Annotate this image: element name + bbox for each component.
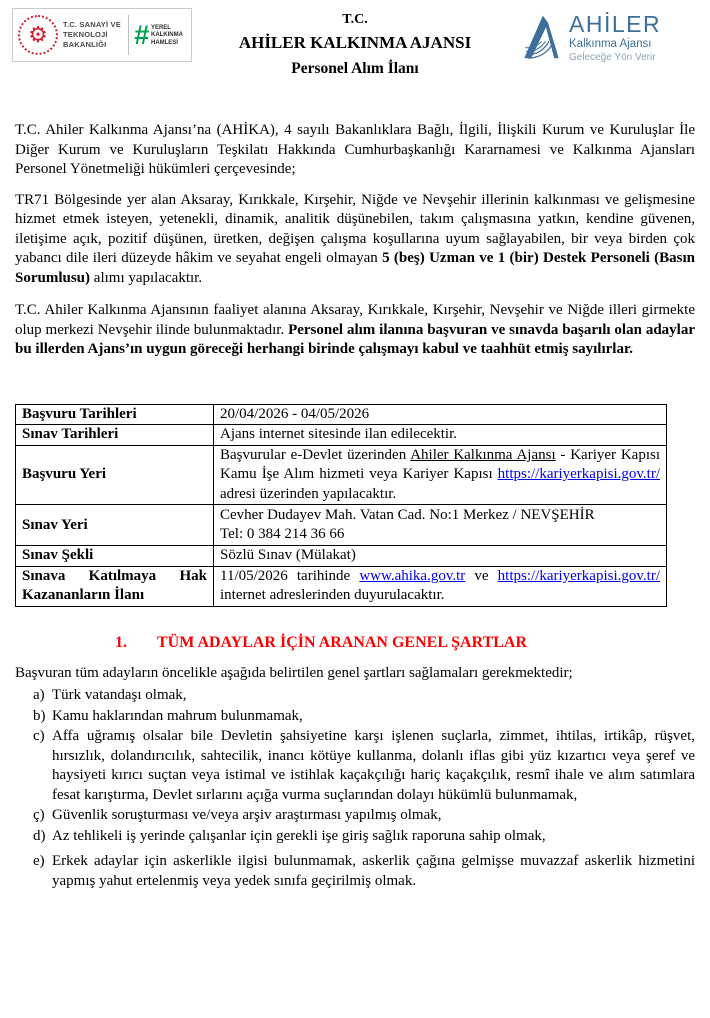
item-marker: a) [33, 687, 45, 704]
item-marker: ç) [33, 807, 45, 824]
paragraph-region-text: TR71 Bölgesinde yer alan Aksaray, Kırıkkale, Kırşehir, Niğde ve Nevşehir illerinin kalkınması ve gelişmesine hizmet etmek isteyen, yetenekli, dinamik, analitik düşünebilen, takım çalışmasına yatkın, kendine güvenen, iletişime açık, pozitif düşünen, üretken, değişen çalışma koşullarına uyum sağlayabilen, bir veya birden çok yabancı dile ileri düzeyde hâkim ve seyahat engeli olmayan [15, 191, 695, 267]
item-text: Türk vatandaşı olmak, [52, 687, 187, 704]
ahika-subtitle: Kalkınma Ajansı [569, 38, 652, 51]
list-item-c [15, 727, 695, 805]
item-text: Az tehlikeli iş yerinde çalışanlar için gerekli işe giriş sağlık raporuna sahip olmak, [52, 827, 546, 844]
ahika-name: AHİLER [569, 11, 662, 37]
table-row-basvuru-yeri [16, 445, 667, 505]
list-item-b [15, 707, 695, 727]
kariyerkapisi-link[interactable]: https://kariyerkapisi.gov.tr/ [497, 466, 660, 483]
table-row-sinav-sekli [16, 546, 667, 567]
row-value: 20/04/2026 - 04/05/2026 [214, 404, 667, 425]
ahika-website-link[interactable]: www.ahika.gov.tr [359, 567, 466, 584]
value-text: Başvurular e-Devlet üzerinden [220, 446, 411, 463]
document-header [0, 0, 710, 79]
row-value [214, 445, 667, 505]
section-heading-genel-sartlar [15, 633, 695, 654]
phone-line: Tel: 0 384 214 36 66 [220, 526, 345, 543]
yerel-kalkinma-hamlesi-logo [134, 19, 186, 50]
row-value: Sözlü Sınav (Mülakat) [214, 546, 667, 567]
table-row-sinav-yeri [16, 505, 667, 546]
ahika-logo-text [569, 12, 661, 63]
general-conditions-list [15, 686, 695, 891]
paragraph-region-tail: alımı yapılacaktır. [90, 269, 203, 286]
item-marker: d) [33, 827, 46, 844]
title-tc: T.C. [342, 12, 368, 27]
paragraph-legal-basis: T.C. Ahiler Kalkınma Ajansı’na (AHİKA), 4 sayılı Bakanlıklara Bağlı, İlgili, İlişkili Kurum ve Kuruluşlar İle Diğer Kurum ve Kuruluşların Teşkilatı Hakkında Cumhurbaşkanlığı Kararnamesi ve Kalkınma Ajansları Personel Yönetmeliği hükümleri çerçevesinde; [15, 122, 695, 178]
table-row-basvuru-tarihleri [16, 404, 667, 425]
row-value [214, 505, 667, 546]
table-row-ilan [16, 566, 667, 606]
table-row-sinav-tarihleri [16, 425, 667, 446]
ahika-logo [518, 8, 698, 63]
document-title [239, 8, 471, 79]
row-label: Sınav Tarihleri [16, 425, 214, 446]
application-info-table [15, 404, 667, 607]
ministry-name [63, 20, 123, 49]
ahika-tagline: Geleceğe Yön Verir [569, 51, 656, 63]
hashtag-icon: # [134, 19, 150, 50]
ministry-name-line2: TEKNOLOJİ BAKANLIĞI [63, 30, 108, 49]
row-label: Başvuru Tarihleri [16, 404, 214, 425]
row-label: Sınava Katılmaya Hak Kazananların İlanı [16, 566, 214, 606]
value-text: adresi üzerinden yapılacaktır. [220, 485, 397, 502]
ministry-name-line1: T.C. SANAYİ VE [63, 20, 121, 30]
row-label: Başvuru Yeri [16, 445, 214, 505]
paragraph-region [15, 191, 695, 289]
list-item-e [15, 852, 695, 891]
value-text: 11/05/2026 tarihinde [220, 567, 360, 584]
item-marker: c) [33, 728, 45, 745]
row-value [214, 566, 667, 606]
title-agency: AHİLER KALKINMA AJANSI [238, 33, 472, 53]
title-subject: Personel Alım İlanı [291, 60, 419, 78]
list-item-d [15, 827, 695, 847]
paragraph-provinces-text: T.C. Ahiler Kalkınma Ajansının faaliyet alanına Aksaray, Kırıkkale, Kırşehir, Nevşehir ve Niğde illeri girmekte olup merkezi Nevşehir ilinde bulunmaktadır. [15, 302, 695, 338]
ahiler-a-icon [518, 13, 564, 61]
gear-icon: ⚙ [28, 22, 48, 47]
positions-bold-text: 5 (beş) Uzman ve 1 (bir) Destek Personeli (Basın Sorumlusu) [15, 250, 695, 286]
list-item-c2 [15, 806, 695, 826]
item-text: Affa uğramış olsalar bile Devletin şahsiyetine karşı işlenen suçlarla, zimmet, ihtilas, irtikâp, rüşvet, hırsızlık, dolandırıcılık, sahtecilik, inancı kötüye kullanma, dolanlı iflas gibi yüz kızartıcı veya şeref ve haysiyeti kırıcı suçtan veya istimal ve istihlak kaçakçılığı hariç kaçakçılık, resmî ihale ve alım satımlara fesat karıştırma, Devlet sırlarını açığa vurma suçlarından dolayı hükümlü bulunmamak, [52, 728, 695, 803]
item-text: Kamu haklarından mahrum bulunmamak, [52, 707, 303, 724]
underlined-agency-name: Ahiler Kalkınma Ajansı [410, 446, 556, 463]
value-text: internet adreslerinden duyurulacaktır. [220, 587, 445, 604]
ministry-emblem-icon [18, 15, 58, 55]
row-label: Sınav Şekli [16, 546, 214, 567]
section-title: TÜM ADAYLAR İÇİN ARANAN GENEL ŞARTLAR [157, 633, 528, 651]
kariyerkapisi-link[interactable]: https://kariyerkapisi.gov.tr/ [497, 567, 660, 584]
item-marker: b) [33, 707, 46, 724]
ministry-logo [12, 8, 192, 62]
row-label: Sınav Yeri [16, 505, 214, 546]
value-text: - Kariyer Kapısı Kamu İşe Alım hizmeti veya Kariyer Kapısı [220, 446, 660, 483]
paragraph-provinces [15, 301, 695, 360]
value-text: ve [465, 567, 498, 584]
logo-divider [128, 15, 129, 55]
commitment-bold-text: Personel alım ilanına başvuran ve sınavda başarılı olan adaylar bu illerden Ajans’ın uygun göreceği herhangi birinde çalışmayı kabul ve taahhüt etmiş sayılırlar. [15, 321, 695, 358]
item-text: Güvenlik soruşturması ve/veya arşiv araştırması yapılmış olmak, [52, 807, 442, 824]
section-number: 1. [115, 633, 127, 651]
item-marker: e) [33, 853, 45, 870]
list-item-a [15, 686, 695, 706]
address-line: Cevher Dudayev Mah. Vatan Cad. No:1 Merkez / NEVŞEHİR [220, 506, 595, 523]
row-value: Ajans internet sitesinde ilan edilecektir. [214, 425, 667, 446]
item-text: Erkek adaylar için askerlikle ilgisi bulunmamak, askerlik çağına gelmişse muvazzaf askerlik hizmetini yapmış yahut ertelenmiş veya yedek sınıfa geçirilmiş olmak. [52, 853, 695, 889]
campaign-text: YEREL KALKINMA HAMLESİ [151, 23, 184, 46]
section-intro: Başvuran tüm adayların öncelikle aşağıda belirtilen genel şartları sağlamaları gerekmektedir; [15, 664, 573, 681]
